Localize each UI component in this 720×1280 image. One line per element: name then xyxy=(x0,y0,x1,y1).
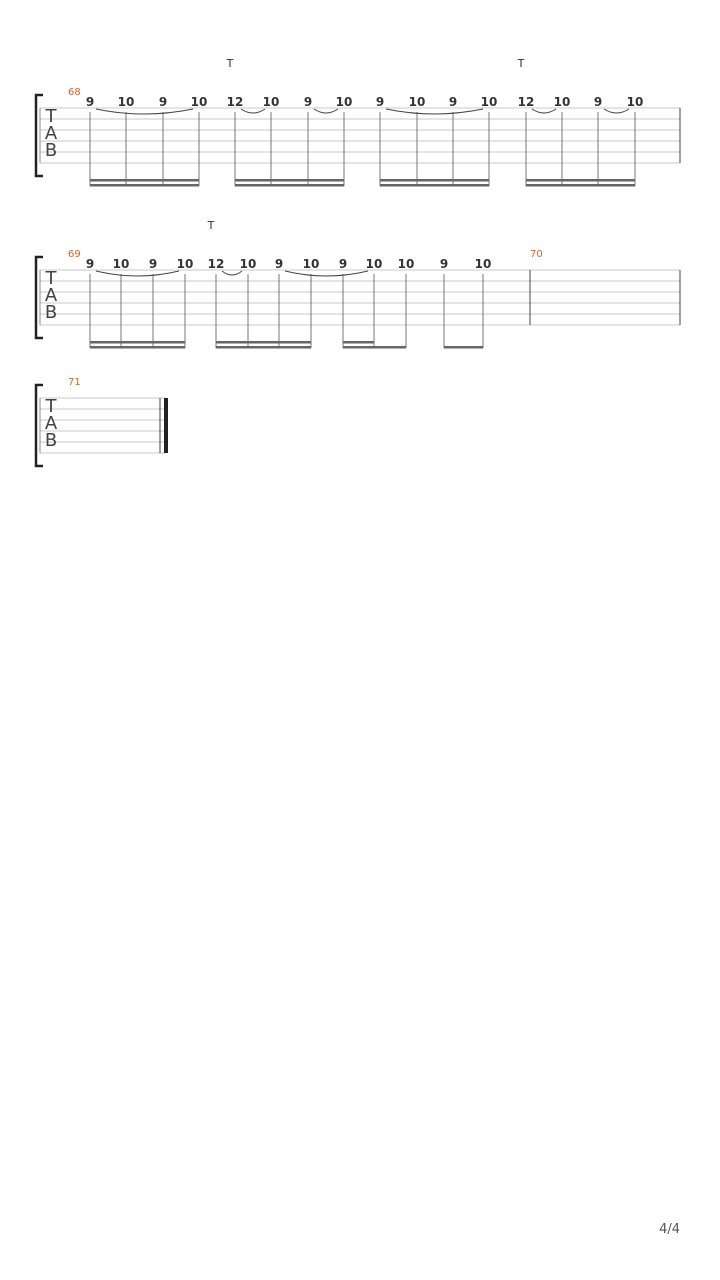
fret-number: 10 xyxy=(190,95,208,109)
tab-clef-letter: A xyxy=(44,413,58,434)
fret-number: 10 xyxy=(553,95,571,109)
fret-number: 10 xyxy=(626,95,644,109)
fret-number: 10 xyxy=(302,257,320,271)
fret-number: 12 xyxy=(226,95,244,109)
tab-clef-letter: A xyxy=(44,285,58,306)
fret-number: 9 xyxy=(274,257,284,271)
slur xyxy=(96,109,193,114)
slur xyxy=(241,109,265,113)
measure-number: 68 xyxy=(68,87,81,98)
beam-secondary xyxy=(235,184,344,187)
fret-number: 9 xyxy=(158,95,168,109)
fret-number: 12 xyxy=(207,257,225,271)
beam-secondary xyxy=(90,184,199,187)
beam-secondary xyxy=(216,346,311,349)
fret-number: 10 xyxy=(117,95,135,109)
tapping-mark: T xyxy=(517,57,525,70)
fret-number: 9 xyxy=(85,95,95,109)
slur xyxy=(222,271,242,275)
beam-primary xyxy=(90,341,185,344)
fret-number: 10 xyxy=(408,95,426,109)
measure-number: 71 xyxy=(68,377,81,388)
beam-primary xyxy=(343,346,406,349)
slur xyxy=(314,109,338,113)
tab-clef-letter: T xyxy=(45,106,57,127)
tapping-mark: T xyxy=(226,57,234,70)
fret-number: 9 xyxy=(85,257,95,271)
page-number: 4/4 xyxy=(659,1222,680,1237)
fret-number: 9 xyxy=(148,257,158,271)
tapping-mark: T xyxy=(207,219,215,232)
fret-number: 10 xyxy=(239,257,257,271)
beam-primary xyxy=(444,346,483,349)
beam-primary xyxy=(216,341,311,344)
fret-number: 10 xyxy=(365,257,383,271)
fret-number: 9 xyxy=(448,95,458,109)
tab-clef-letter: B xyxy=(44,430,58,451)
beam-secondary xyxy=(90,346,185,349)
fret-number: 9 xyxy=(338,257,348,271)
beam-primary xyxy=(235,179,344,182)
fret-number: 10 xyxy=(474,257,492,271)
fret-number: 10 xyxy=(176,257,194,271)
tab-clef-letter: B xyxy=(44,302,58,323)
fret-number: 9 xyxy=(593,95,603,109)
slur xyxy=(285,271,368,276)
tab-clef-letter: B xyxy=(44,140,58,161)
fret-number: 10 xyxy=(397,257,415,271)
measure-number: 69 xyxy=(68,249,81,260)
fret-number: 10 xyxy=(262,95,280,109)
beam-secondary xyxy=(343,341,374,344)
slur xyxy=(386,109,483,114)
fret-number: 10 xyxy=(335,95,353,109)
tab-clef-letter: T xyxy=(45,268,57,289)
slur xyxy=(96,271,179,276)
tab-clef-letter: T xyxy=(45,396,57,417)
beam-primary xyxy=(380,179,489,182)
beam-primary xyxy=(526,179,635,182)
tab-clef-letter: A xyxy=(44,123,58,144)
fret-number: 9 xyxy=(375,95,385,109)
measure-number: 70 xyxy=(530,249,543,260)
slur xyxy=(532,109,556,113)
fret-number: 10 xyxy=(112,257,130,271)
fret-number: 9 xyxy=(439,257,449,271)
fret-number: 9 xyxy=(303,95,313,109)
beam-primary xyxy=(90,179,199,182)
beam-secondary xyxy=(526,184,635,187)
fret-number: 12 xyxy=(517,95,535,109)
slur xyxy=(604,109,629,113)
fret-number: 10 xyxy=(480,95,498,109)
beam-secondary xyxy=(380,184,489,187)
